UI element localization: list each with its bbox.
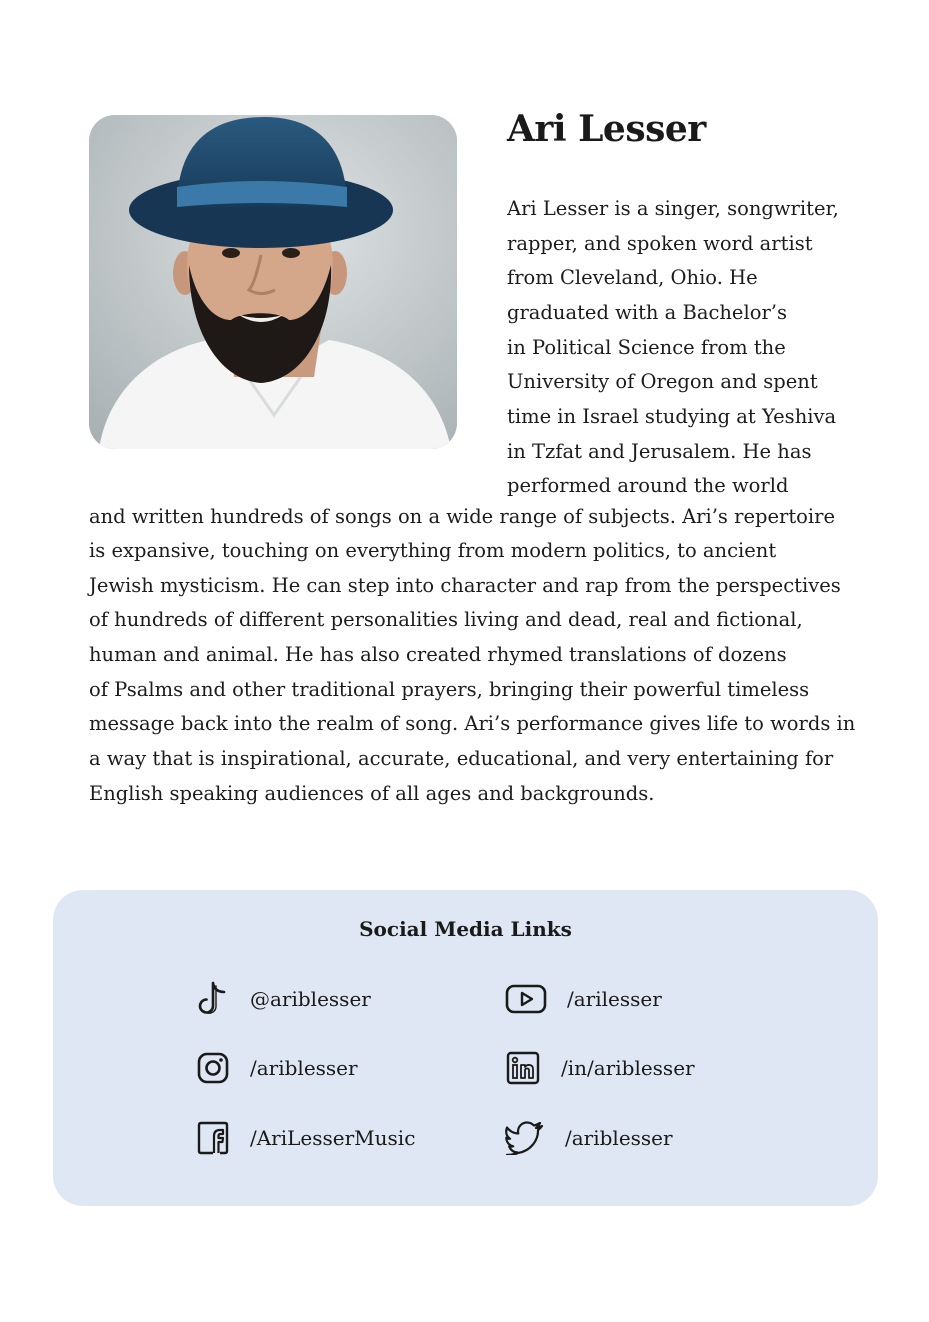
tiktok-icon: [196, 980, 230, 1018]
bio-line: time in Israel studying at Yeshiva: [507, 405, 837, 428]
bio-line: Ari Lesser is a singer, songwriter,: [507, 197, 839, 220]
social-link-label: /AriLesserMusic: [250, 1126, 416, 1150]
portrait-illustration: [89, 115, 457, 449]
facebook-icon: [196, 1120, 230, 1156]
social-link-facebook[interactable]: [196, 1118, 415, 1158]
social-link-instagram[interactable]: [196, 1048, 358, 1088]
bio-line: is expansive, touching on everything from modern politics, to ancient: [89, 539, 777, 562]
social-link-label: /ariblesser: [565, 1126, 673, 1150]
linkedin-icon: [505, 1050, 541, 1086]
instagram-icon: [196, 1051, 230, 1085]
bio-line: of hundreds of different personalities living and dead, real and fictional,: [89, 608, 803, 631]
bio-line: rapper, and spoken word artist: [507, 232, 813, 255]
bio-line: and written hundreds of songs on a wide range of subjects. Ari’s repertoire: [89, 505, 836, 528]
bio-line: in Tzfat and Jerusalem. He has: [507, 440, 812, 463]
social-link-label: /arilesser: [567, 987, 662, 1011]
bio-line: message back into the realm of song. Ari’s performance gives life to words in: [89, 712, 856, 735]
bio-line: performed around the world: [507, 474, 789, 497]
bio-line: a way that is inspirational, accurate, educational, and very entertaining for: [89, 747, 834, 770]
social-link-linkedin[interactable]: [505, 1048, 695, 1088]
youtube-icon: [505, 983, 547, 1015]
social-link-tiktok[interactable]: [196, 979, 371, 1019]
bio-line: graduated with a Bachelor’s: [507, 301, 787, 324]
bio-line: of Psalms and other traditional prayers, bringing their powerful timeless: [89, 678, 810, 701]
social-link-label: /ariblesser: [250, 1056, 358, 1080]
bio-line: from Cleveland, Ohio. He: [507, 266, 758, 289]
social-media-title: Social Media Links: [359, 917, 572, 941]
social-link-label: /in/ariblesser: [561, 1056, 695, 1080]
bio-line: human and animal. He has also created rhymed translations of dozens: [89, 643, 787, 666]
bio-line: University of Oregon and spent: [507, 370, 818, 393]
social-link-twitter[interactable]: [505, 1118, 673, 1158]
social-media-panel: [53, 890, 878, 1206]
page-title: Ari Lesser: [507, 108, 706, 150]
profile-photo: [89, 115, 457, 449]
social-link-label: @ariblesser: [250, 987, 371, 1011]
bio-line: Jewish mysticism. He can step into character and rap from the perspectives: [89, 574, 841, 597]
bio-line: in Political Science from the: [507, 336, 786, 359]
social-link-youtube[interactable]: [505, 979, 662, 1019]
twitter-icon: [505, 1121, 545, 1155]
bio-line: English speaking audiences of all ages and backgrounds.: [89, 782, 655, 805]
